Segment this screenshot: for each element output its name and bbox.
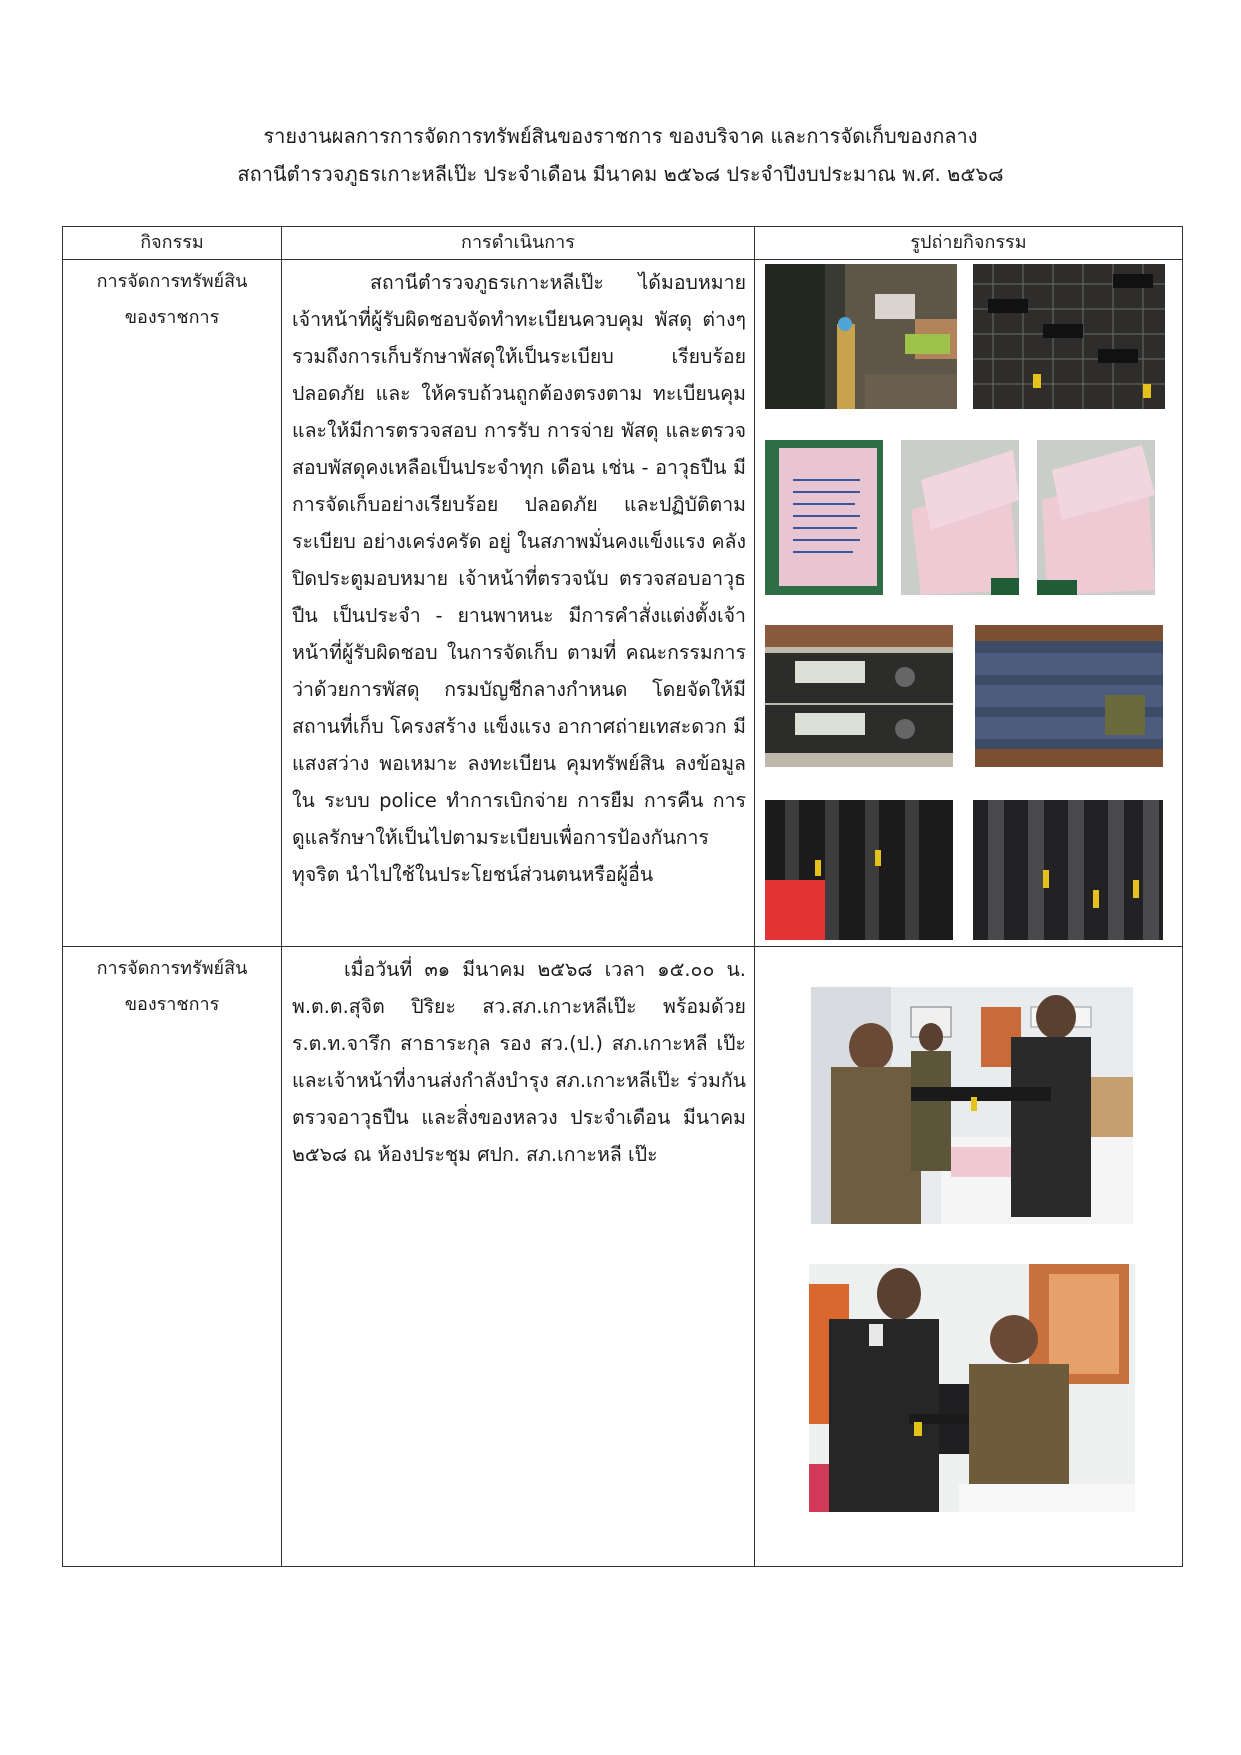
weapon-inspection-photo: [811, 987, 1133, 1224]
report-title-line1: รายงานผลการการจัดการทรัพย์สินของราชการ ของบริจาค และการจัดเก็บของกลาง: [263, 124, 978, 148]
operation-text: เมื่อวันที่ ๓๑ มีนาคม ๒๕๖๘ เวลา ๑๕.๐๐ น. พ.ต.ต.สุจิต ปิริยะ สว.สภ.เกาะหลีเป๊ะ พร้อมด้วย ร.ต.ท.จารึก สาธาระกุล รอง สว.(ป.) สภ.เกาะหลี เป๊ะ และเจ้าหน้าที่งานส่งกำลังบำรุง สภ.เกาะหลีเป๊ะ ร่วมกันตรวจอาวุธปืน และสิ่งของหลวง ประจำเดือน มีนาคม ๒๕๖๘ ณ ห้องประชุม ศปก. สภ.เกาะหลี เป๊ะ: [292, 958, 746, 1166]
document-forms-photo-2: [1037, 440, 1155, 595]
column-header-activity: กิจกรรม: [63, 227, 282, 260]
armory-storeroom-photo: [765, 264, 957, 409]
column-header-operation: การดำเนินการ: [282, 227, 755, 260]
operation-cell: [282, 947, 755, 1567]
document-forms-photo: [901, 440, 1019, 595]
report-table: [62, 226, 1183, 1567]
rifle-rack-photo-2: [973, 800, 1163, 940]
activity-label-line1: การจัดการทรัพย์สิน: [96, 271, 248, 292]
table-row: [63, 260, 1183, 947]
table-row: [63, 947, 1183, 1567]
photos-cell: [755, 947, 1183, 1567]
binders-photo: [765, 625, 953, 767]
activity-cell: [63, 947, 282, 1567]
activity-label-line1: การจัดการทรัพย์สิน: [96, 958, 248, 979]
rifle-rack-photo: [765, 800, 953, 940]
table-header-row: [63, 227, 1183, 260]
gun-rack-photo: [973, 264, 1165, 409]
photos-cell: [755, 260, 1183, 947]
document-register-photo: [765, 440, 883, 595]
report-title-line2: สถานีตำรวจภูธรเกาะหลีเป๊ะ ประจำเดือน มีนาคม ๒๕๖๘ ประจำปีงบประมาณ พ.ศ. ๒๕๖๘: [237, 162, 1004, 186]
column-header-photos: รูปถ่ายกิจกรรม: [755, 227, 1183, 260]
activity-label-line2: ของราชการ: [124, 994, 220, 1015]
operation-text: สถานีตำรวจภูธรเกาะหลีเป๊ะ ได้มอบหมาย เจ้าหน้าที่ผู้รับผิดชอบจัดทำทะเบียนควบคุม พัสดุ ต่างๆ รวมถึงการเก็บรักษาพัสดุให้เป็นระเบียบ เรียบร้อย ปลอดภัย และ ให้ครบถ้วนถูกต้องตรงตาม ทะเบียนคุม และให้มีการตรวจสอบ การรับ การจ่าย พัสดุ และตรวจสอบพัสดุคงเหลือเป็นประจำทุก เดือน เช่น - อาวุธปืน มีการจัดเก็บอย่างเรียบร้อย ปลอดภัย และปฏิบัติตามระเบียบ อย่างเคร่งครัด อยู่ ในสภาพมั่นคงแข็งแรง คลังปิดประตูมอบหมาย เจ้าหน้าที่ตรวจนับ ตรวจสอบอาวุธปืน เป็นประจำ - ยานพาหนะ มีการคำสั่งแต่งตั้งเจ้าหน้าที่ผู้รับผิดชอบ ในการจัดเก็บ ตามที่ คณะกรรมการว่าด้วยการพัสดุ กรมบัญชีกลางกำหนด โดยจัดให้มีสถานที่เก็บ โครงสร้าง แข็งแรง อากาศถ่ายเทสะดวก มีแสงสว่าง พอเหมาะ ลงทะเบียน คุมทรัพย์สิน ลงข้อมูลใน ระบบ police ทำการเบิกจ่าย การยืม การคืน การ ดูแลรักษาให้เป็นไปตามระเบียบเพื่อการป้องกันการ ทุจริต นำไปใช้ในประโยชน์ส่วนตนหรือผู้อื่น: [292, 271, 746, 886]
gun-bags-photo: [975, 625, 1163, 767]
weapon-inspection-photo-2: [809, 1264, 1135, 1512]
operation-cell: [282, 260, 755, 947]
activity-label-line2: ของราชการ: [124, 307, 220, 328]
activity-cell: [63, 260, 282, 947]
